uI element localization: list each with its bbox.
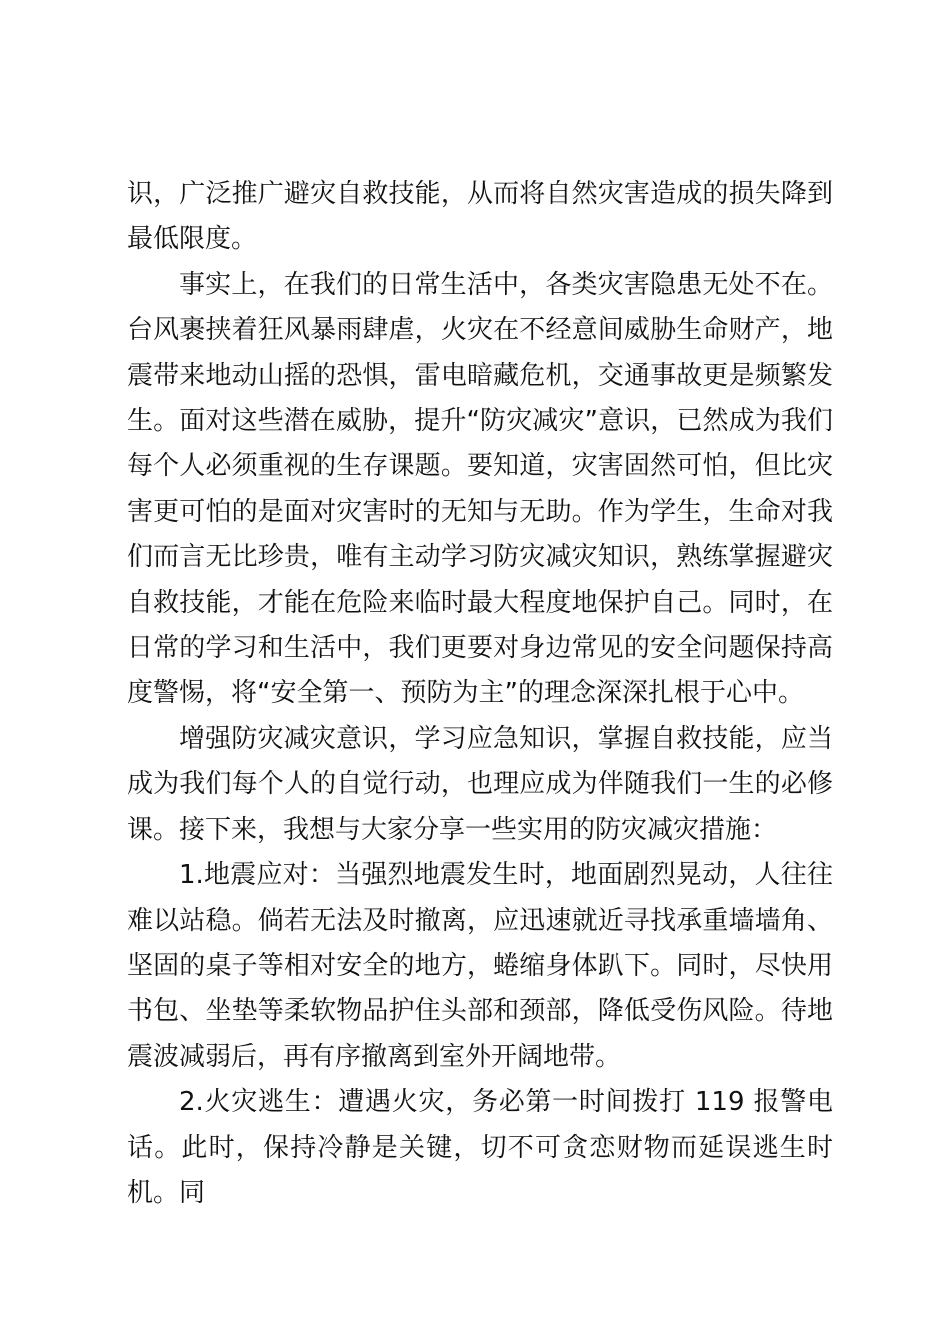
paragraph-fire-escape: 2.火灾逃生：遭遇火灾，务必第一时间拨打 119 报警电话。此时，保持冷静是关键，切不可贪恋财物而延误逃生时机。同 — [127, 1087, 833, 1208]
document-body — [127, 172, 833, 1216]
paragraph-continuation: 识，广泛推广避灾自救技能，从而将自然灾害造成的损失降到最低限度。 — [127, 179, 833, 255]
paragraph-awareness: 增强防灾减灾意识，学习应急知识，掌握自救技能，应当成为我们每个人的自觉行动，也理应成为伴随我们一生的必修课。接下来，我想与大家分享一些实用的防灾减灾措施： — [127, 723, 833, 845]
paragraph-daily-hazards: 事实上，在我们的日常生活中，各类灾害隐患无处不在。台风裹挟着狂风暴雨肆虐，火灾在不经意间威胁生命财产，地震带来地动山摇的恐惧，雷电暗藏危机，交通事故更是频繁发生。面对这些潜在威胁，提升“防灾减灾”意识，已然成为我们每个人必须重视的生存课题。要知道，灾害固然可怕，但比灾害更可怕的是面对灾害时的无知与无助。作为学生，生命对我们而言无比珍贵，唯有主动学习防灾减灾知识，熟练掌握避灾自救技能，才能在危险来临时最大程度地保护自己。同时，在日常的学习和生活中，我们更要对身边常见的安全问题保持高度警惕，将“安全第一、预防为主”的理念深深扎根于心中。 — [127, 269, 833, 709]
paragraph-earthquake-response: 1.地震应对：当强烈地震发生时，地面剧烈晃动，人往往难以站稳。倘若无法及时撤离，应迅速就近寻找承重墙墙角、坚固的桌子等相对安全的地方，蜷缩身体趴下。同时，尽快用书包、坐垫等柔软物品护住头部和颈部，降低受伤风险。待地震波减弱后，再有序撤离到室外开阔地带。 — [127, 860, 833, 1072]
